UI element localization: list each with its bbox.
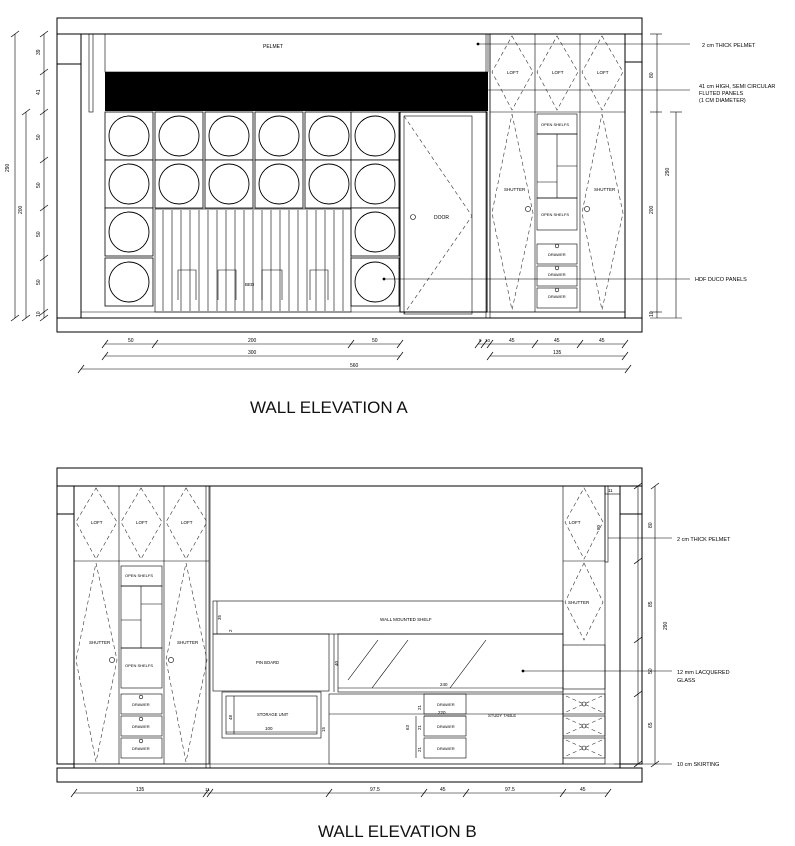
dim-b-100: 100 <box>265 726 273 731</box>
drawer-label-3: DRAWER <box>548 294 566 299</box>
b-table-drawer-2: DRAWER <box>437 724 455 729</box>
dim-b-11-top: 11 <box>608 488 613 493</box>
hdf-panel <box>205 160 253 208</box>
b-table-drawer-1: DRAWER <box>437 702 455 707</box>
callout-fluted-1: 41 cm HIGH, SEMI CIRCULAR <box>699 84 776 90</box>
ceiling-slab-b <box>57 468 642 486</box>
dims-right-a <box>649 34 682 318</box>
dim-a-b-10: 10 <box>485 338 491 343</box>
wall-shelf-label: WALL MOUNTED SHELF <box>380 617 432 622</box>
hdf-panel <box>305 160 353 208</box>
dim-b-63: 63 <box>405 724 410 730</box>
b-loft-label-3: LOFT <box>181 520 193 525</box>
hdf-panel <box>351 112 399 160</box>
dim-a-80-right: 80 <box>649 72 655 78</box>
hdf-panel <box>105 208 153 256</box>
b-shutter-label-2: SHUTTER <box>177 640 199 645</box>
dim-b-b-97-5-1: 97.5 <box>370 787 380 793</box>
dim-b-2: 2 <box>228 629 233 632</box>
elevation-a <box>5 18 775 417</box>
hdf-panel <box>351 258 399 306</box>
hdf-panel <box>351 208 399 256</box>
dim-b-r-65: 65 <box>648 722 654 728</box>
dim-b-b-45-1: 45 <box>440 787 446 793</box>
b-shutter-label-1: SHUTTER <box>89 640 111 645</box>
dim-a-10-left: 10 <box>36 311 42 317</box>
fluted-panel <box>105 72 488 111</box>
callout-skirting: 10 cm SKIRTING <box>677 762 720 768</box>
dims-bottom-b <box>71 787 611 797</box>
ceiling-slab-a <box>57 18 642 34</box>
dim-a-b-45-3: 45 <box>599 338 605 344</box>
hdf-panel <box>305 112 353 160</box>
right-unit-b <box>563 486 620 764</box>
dim-a-41: 41 <box>36 89 42 95</box>
hdf-panel <box>255 160 303 208</box>
caption-elevation-b: WALL ELEVATION B <box>318 822 477 841</box>
callout-pelmet-a: 2 cm THICK PELMET <box>702 43 756 49</box>
callout-fluted-3: (1 CM DIAMETER) <box>699 98 746 104</box>
b-loft-label-4: LOFT <box>569 520 581 525</box>
dim-a-b-200: 200 <box>248 338 257 344</box>
pelmet-a <box>105 34 488 72</box>
dim-a-50-4: 50 <box>36 279 42 285</box>
hdf-panel <box>255 112 303 160</box>
b-drawer-1: DRAWER <box>132 702 150 707</box>
right-wall-a <box>625 62 642 318</box>
callout-fluted-2: FLUTED PANELS <box>699 91 744 97</box>
dim-a-b-50-1: 50 <box>128 338 134 344</box>
b-table-drawer-3: DRAWER <box>437 746 455 751</box>
hdf-panel <box>155 160 203 208</box>
dim-b-220: 220 <box>438 710 446 715</box>
pin-board-label: PIN BOARD <box>256 660 280 665</box>
dim-b-35: 35 <box>217 614 222 620</box>
wardrobe-b <box>74 486 209 764</box>
wardrobe-a <box>490 34 625 312</box>
b-open-shelfs-1: OPEN SHELFS <box>125 573 154 578</box>
storage-unit-label: STORAGE UNIT <box>257 712 289 717</box>
lacquered-glass <box>338 634 563 692</box>
right-wall-b <box>620 514 642 764</box>
dim-b-15: 15 <box>321 726 326 732</box>
dim-b-21-3: 21 <box>417 746 422 752</box>
b-open-shelfs-2: OPEN SHELFS <box>125 663 154 668</box>
dim-b-48: 48 <box>228 714 233 720</box>
dim-b-b-97-5-2: 97.5 <box>505 787 515 793</box>
dim-b-b-45-2: 45 <box>580 787 586 793</box>
dim-b-r-80: 80 <box>648 522 654 528</box>
door-label: DOOR <box>434 215 449 221</box>
bed-leg-outline <box>262 270 282 300</box>
dim-a-b-50-2: 50 <box>372 338 378 344</box>
loft-label-2: LOFT <box>552 70 564 75</box>
left-wall-a <box>57 34 81 318</box>
drawer-label-1: DRAWER <box>548 252 566 257</box>
loft-label-1: LOFT <box>507 70 519 75</box>
elevation-b <box>57 468 731 841</box>
loft-label-3: LOFT <box>597 70 609 75</box>
b-drawer-3: DRAWER <box>132 746 150 751</box>
hdf-panel <box>105 258 153 306</box>
left-wall-b <box>57 514 74 764</box>
dim-a-10-right: 10 <box>649 311 655 317</box>
dim-b-21-2: 21 <box>417 724 422 730</box>
b-loft-label-2: LOFT <box>136 520 148 525</box>
b-drawer-2: DRAWER <box>132 724 150 729</box>
dim-a-50-2: 50 <box>36 182 42 188</box>
caption-elevation-a: WALL ELEVATION A <box>250 398 408 417</box>
hdf-panel <box>105 112 153 160</box>
study-table-label: STUDY TABLE <box>488 713 517 718</box>
door <box>400 112 487 312</box>
dims-right-b <box>634 483 669 767</box>
callout-glass-2: GLASS <box>677 678 696 684</box>
dim-a-50-1: 50 <box>36 134 42 140</box>
dims-left-a <box>5 31 48 321</box>
hdf-panel <box>205 112 253 160</box>
dim-a-200-right: 200 <box>649 205 655 214</box>
floor-slab-b <box>57 768 642 782</box>
dim-a-b-300: 300 <box>248 350 257 356</box>
callout-hdf: HDF DUCO PANELS <box>695 277 747 283</box>
drawer-label-2: DRAWER <box>548 272 566 277</box>
b-loft-label-1: LOFT <box>91 520 103 525</box>
dim-b-b-135: 135 <box>136 787 145 793</box>
dim-a-50-3: 50 <box>36 231 42 237</box>
bed-label: BED <box>245 282 255 287</box>
dim-a-b-45-2: 45 <box>554 338 560 344</box>
pelmet-label: PELMET <box>263 44 284 50</box>
hdf-panel <box>105 160 153 208</box>
dim-a-b-560: 560 <box>350 363 359 369</box>
dims-bottom-a <box>78 338 631 373</box>
dim-b-b-11: 11 <box>205 787 210 792</box>
hdf-panel <box>351 160 399 208</box>
dim-b-r-290: 290 <box>663 621 669 630</box>
dim-a-b-45-1: 45 <box>509 338 515 344</box>
dim-b-21-1: 21 <box>417 704 422 710</box>
open-shelfs-label-1: OPEN SHELFS <box>541 122 570 127</box>
b-shutter-label-3: SHUTTER <box>568 600 590 605</box>
dim-b-240: 240 <box>440 682 448 687</box>
open-shelfs-label-2: OPEN SHELFS <box>541 212 570 217</box>
dim-b-r-85: 85 <box>648 601 654 607</box>
dim-b-r-50: 50 <box>648 668 654 674</box>
dim-b-80-inner: 80 <box>596 524 601 530</box>
dim-a-39: 39 <box>36 49 42 55</box>
callout-pelmet-b: 2 cm THICK PELMET <box>677 537 731 543</box>
dim-a-290-left: 290 <box>5 163 11 172</box>
dim-a-290-right: 290 <box>665 167 671 176</box>
callout-glass-1: 12 mm LACQUERED <box>677 670 730 676</box>
shutter-label-1: SHUTTER <box>504 187 526 192</box>
hdf-panel <box>155 112 203 160</box>
dim-a-b-135: 135 <box>553 350 562 356</box>
dims-internal-b <box>217 488 613 758</box>
dim-b-40: 40 <box>334 660 339 666</box>
dim-a-b-9: 9 <box>479 338 482 343</box>
shutter-label-2: SHUTTER <box>594 187 616 192</box>
floor-slab-a <box>57 318 642 332</box>
dim-a-200-left: 200 <box>18 205 24 214</box>
bed-leg-outline <box>218 270 236 300</box>
